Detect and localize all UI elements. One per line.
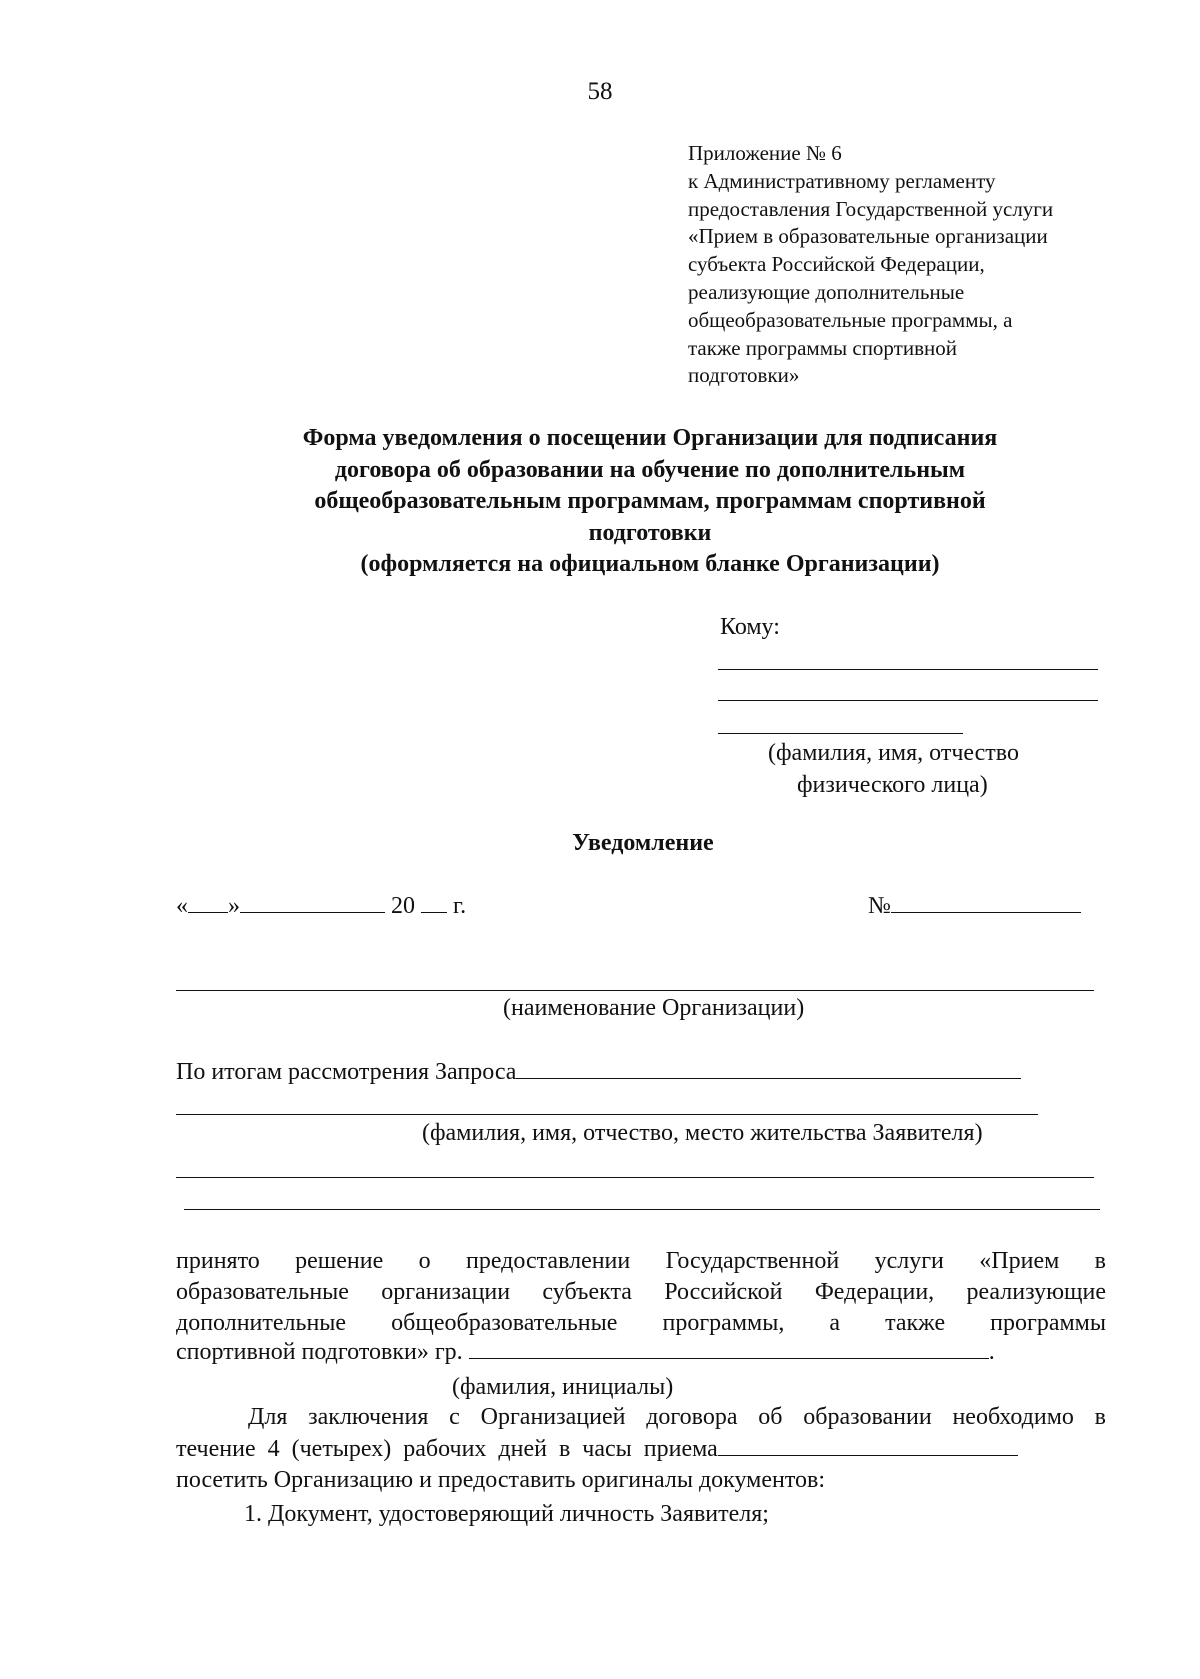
request-field[interactable] — [516, 1060, 1021, 1079]
title-line: (оформляется на официальном бланке Организации) — [360, 551, 940, 577]
title-line: Форма уведомления о посещении Организации для подписания — [302, 425, 998, 451]
recipient-field-line-1[interactable] — [718, 669, 1098, 670]
decision-last-line — [176, 1339, 995, 1366]
year-suffix: г. — [453, 893, 467, 919]
number-line — [868, 893, 1081, 920]
contract-line-2-wrap — [176, 1436, 1018, 1463]
form-title — [230, 423, 1070, 581]
request-line — [176, 1059, 1021, 1086]
date-line — [176, 893, 466, 920]
recipient-caption-2: физического лица) — [797, 772, 988, 798]
number-field[interactable] — [891, 894, 1081, 913]
organization-caption: (наименование Организации) — [503, 995, 805, 1021]
appendix-line: также программы спортивной — [688, 335, 957, 360]
appendix-line: предоставления Государственной услуги — [688, 196, 1054, 221]
title-line: подготовки — [588, 519, 712, 546]
request-field-line-4[interactable] — [184, 1209, 1100, 1210]
year-field[interactable] — [421, 894, 447, 913]
year-prefix: 20 — [391, 893, 415, 919]
decision-end-mark: . — [988, 1339, 995, 1365]
decision-line: образовательные организации субъекта Российской Федерации, реализующие — [176, 1279, 1106, 1305]
number-sign: № — [868, 893, 891, 919]
decision-paragraph — [176, 1246, 1106, 1339]
contract-line-2: течение 4 (четырех) рабочих дней в часы приема — [176, 1436, 718, 1462]
appendix-line: общеобразовательные программы, а — [688, 307, 1013, 332]
date-close-quote: » — [228, 893, 240, 919]
appendix-line: подготовки» — [688, 363, 800, 388]
contract-line-1: Для заключения с Организацией договора об образовании необходимо в — [248, 1404, 1106, 1430]
document-item: 1. Документ, удостоверяющий личность Заявителя; — [244, 1501, 769, 1527]
request-field-line-3[interactable] — [176, 1177, 1094, 1178]
recipient-field-line-3[interactable] — [718, 733, 963, 734]
appendix-line: субъекта Российской Федерации, — [688, 252, 985, 277]
request-caption: (фамилия, имя, отчество, место жительства Заявителя) — [422, 1120, 983, 1146]
page-number: 58 — [587, 78, 613, 105]
request-field-line-2[interactable] — [176, 1114, 1038, 1115]
citizen-name-field[interactable] — [469, 1340, 989, 1359]
organization-field-line[interactable] — [176, 990, 1094, 991]
date-open-quote: « — [176, 893, 188, 919]
month-field[interactable] — [240, 894, 385, 913]
decision-last-text: спортивной подготовки» гр. — [176, 1339, 463, 1365]
decision-line: дополнительные общеобразовательные программы, а также программы — [176, 1310, 1106, 1336]
appendix-line: реализующие дополнительные — [688, 279, 965, 304]
appendix-line: Приложение № 6 — [688, 141, 842, 165]
contract-line-3: посетить Организацию и предоставить оригиналы документов: — [176, 1467, 826, 1493]
day-field[interactable] — [188, 894, 228, 913]
title-line: договора об образовании на обучение по дополнительным — [334, 456, 966, 483]
recipient-field-line-2[interactable] — [718, 700, 1098, 701]
recipient-label: Кому: — [720, 614, 780, 640]
appendix-block — [688, 140, 1108, 390]
citizen-name-caption: (фамилия, инициалы) — [452, 1374, 674, 1400]
reception-hours-field[interactable] — [718, 1437, 1018, 1456]
request-label: По итогам рассмотрения Запроса — [176, 1059, 517, 1085]
appendix-line: «Прием в образовательные организации — [688, 224, 1048, 249]
appendix-line: к Административному регламенту — [688, 168, 996, 193]
decision-line: принято решение о предоставлении Государственной услуги «Прием в — [176, 1248, 1106, 1274]
title-line: общеобразовательным программам, программам спортивной — [314, 488, 986, 514]
notice-heading: Уведомление — [572, 830, 714, 856]
recipient-caption-1: (фамилия, имя, отчество — [768, 740, 1019, 766]
